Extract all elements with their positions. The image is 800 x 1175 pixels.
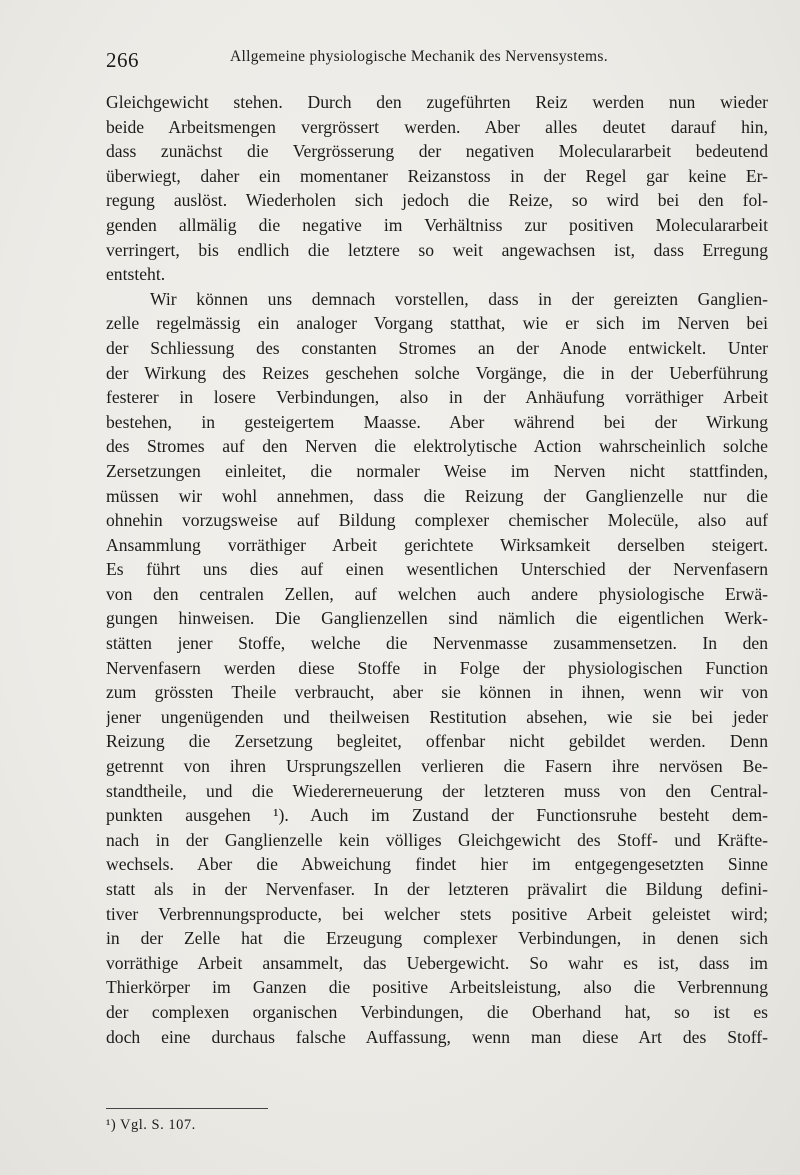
text-line: beide Arbeitsmengen vergrössert werden. Aber alles deutet darauf hin,: [106, 116, 768, 137]
text-line: dass zunächst die Vergrösserung der negativen Moleculararbeit bedeutend: [106, 141, 768, 162]
text-line: getrennt von ihren Ursprungszellen verlieren die Fasern ihre nervösen Be-: [106, 756, 768, 777]
text-line: tiver Verbrennungsproducte, bei welcher stets positive Arbeit geleistet wird;: [106, 903, 768, 924]
text-line: ohnehin vorzugsweise auf Bildung complexer chemischer Molecüle, also auf: [106, 510, 768, 531]
text-line: regung auslöst. Wiederholen sich jedoch die Reize, so wird bei den fol-: [106, 190, 768, 211]
text-line: zum grössten Theile verbraucht, aber sie können in ihnen, wenn wir von: [106, 682, 768, 703]
paragraph-end-line: entsteht.: [106, 264, 166, 285]
text-line: müssen wir wohl annehmen, dass die Reizung der Ganglienzelle nur die: [106, 485, 768, 506]
text-line: der Wirkung des Reizes geschehen solche Vorgänge, die in der Ueberführung: [106, 362, 768, 383]
text-line: der complexen organischen Verbindungen, die Oberhand hat, so ist es: [106, 1001, 768, 1022]
text-line: Es führt uns dies auf einen wesentlichen Unterschied der Nervenfasern: [106, 559, 768, 580]
footnote: ¹) Vgl. S. 107.: [106, 1117, 196, 1133]
footnote-divider: [106, 1108, 268, 1109]
text-line: gungen hinweisen. Die Ganglienzellen sind nämlich die eigentlichen Werk-: [106, 608, 768, 629]
text-line: Thierkörper im Ganzen die positive Arbeitsleistung, also die Verbrennung: [106, 977, 768, 998]
page-number: 266: [106, 48, 139, 72]
text-line: Ansammlung vorräthiger Arbeit gerichtete Wirksamkeit derselben steigert.: [106, 534, 768, 555]
text-line: Reizung die Zersetzung begleitet, offenbar nicht gebildet werden. Denn: [106, 731, 768, 752]
text-line: nach in der Ganglienzelle kein völliges Gleichgewicht des Stoff- und Kräfte-: [106, 829, 768, 850]
paragraph-start-line: Wir können uns demnach vorstellen, dass in der gereizten Ganglien-: [150, 288, 768, 309]
text-line: der Schliessung des constanten Stromes an der Anode entwickelt. Unter: [106, 337, 768, 358]
text-line: stätten jener Stoffe, welche die Nervenmasse zusammensetzen. In den: [106, 633, 768, 654]
text-line: jener ungenügenden und theilweisen Restitution absehen, wie sie bei jeder: [106, 706, 768, 727]
text-line: vorräthige Arbeit ansammelt, das Uebergewicht. So wahr es ist, dass im: [106, 952, 768, 973]
text-line: von den centralen Zellen, auf welchen auch andere physiologische Erwä-: [106, 583, 768, 604]
text-line: genden allmälig die negative im Verhältniss zur positiven Moleculararbeit: [106, 214, 768, 235]
page-header: [106, 44, 776, 74]
text-line: Zersetzungen einleitet, die normaler Weise im Nerven nicht stattfinden,: [106, 460, 768, 481]
text-line: doch eine durchaus falsche Auffassung, wenn man diese Art des Stoff-: [106, 1026, 768, 1047]
body-text: [106, 90, 768, 1049]
text-line-with-footnote-ref: punkten ausgehen ¹). Auch im Zustand der Functionsruhe besteht dem-: [106, 805, 768, 826]
running-head: Allgemeine physiologische Mechanik des Nervensystems.: [230, 48, 608, 65]
text-line: wechsels. Aber die Abweichung findet hier im entgegengesetzten Sinne: [106, 854, 768, 875]
text-line: festerer in losere Verbindungen, also in der Anhäufung vorräthiger Arbeit: [106, 387, 768, 408]
text-line: statt als in der Nervenfaser. In der letzteren prävalirt die Bildung defini-: [106, 879, 768, 899]
text-line: Nervenfasern werden diese Stoffe in Folge der physiologischen Function: [106, 657, 768, 678]
text-line: in der Zelle hat die Erzeugung complexer Verbindungen, in denen sich: [106, 928, 768, 949]
text-line: zelle regelmässig ein analoger Vorgang statthat, wie er sich im Nerven bei: [106, 313, 768, 334]
text-line: Gleichgewicht stehen. Durch den zugeführten Reiz werden nun wieder: [106, 92, 768, 112]
text-line: überwiegt, daher ein momentaner Reizanstoss in der Regel gar keine Er-: [106, 165, 768, 186]
text-line: standtheile, und die Wiedererneuerung der letzteren muss von den Central-: [106, 780, 768, 801]
text-line: verringert, bis endlich die letztere so weit angewachsen ist, dass Erregung: [106, 239, 768, 260]
text-line: bestehen, in gesteigertem Maasse. Aber während bei der Wirkung: [106, 411, 768, 432]
text-line: des Stromes auf den Nerven die elektrolytische Action wahrscheinlich solche: [106, 436, 768, 457]
